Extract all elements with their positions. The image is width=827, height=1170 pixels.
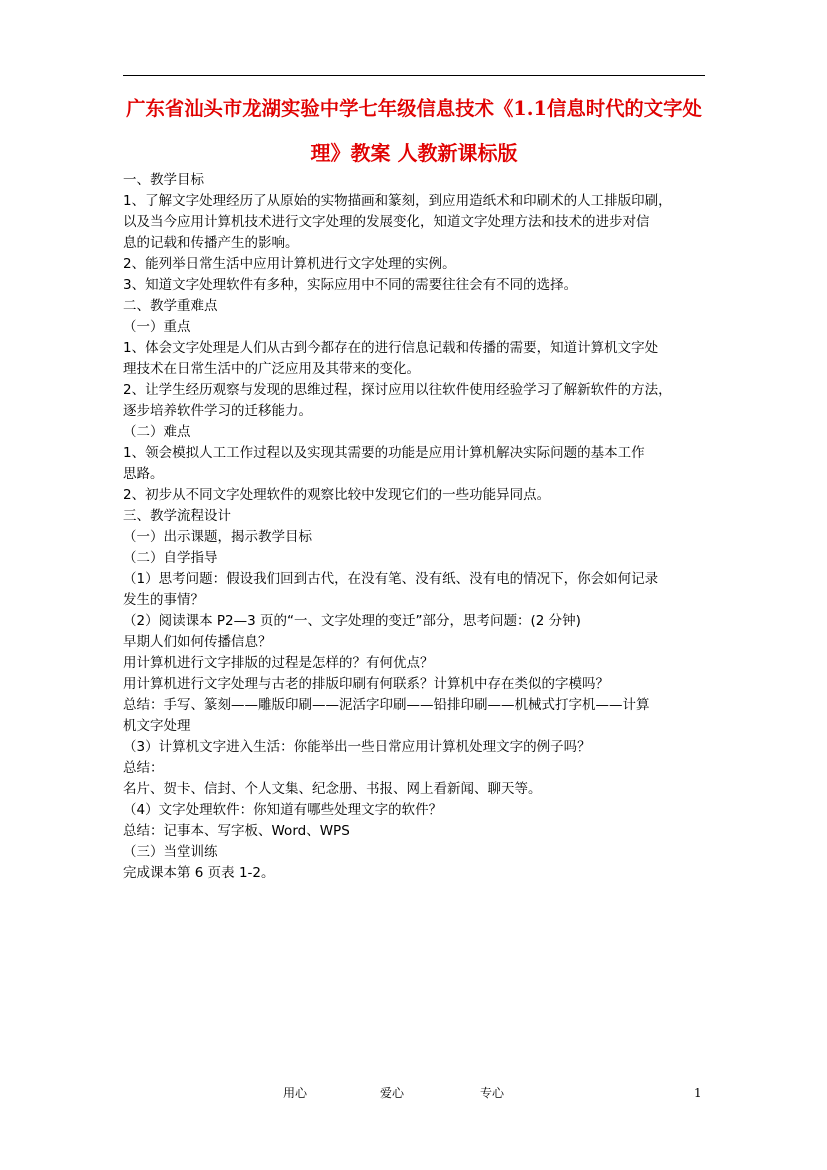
- page-number: 1: [694, 1086, 702, 1100]
- body-line: 早期人们如何传播信息？: [123, 634, 272, 650]
- body-line: 1、领会模拟人工工作过程以及实现其需要的功能是应用计算机解决实际问题的基本工作: [123, 445, 645, 461]
- body-line: 发生的事情？: [123, 592, 204, 608]
- body-line: 总结：记事本、写字板、Word、WPS: [123, 823, 350, 839]
- body-line: 逐步培养软件学习的迁移能力。: [123, 403, 312, 419]
- body-line: 二、教学重难点: [123, 298, 218, 314]
- body-line: （二）难点: [123, 424, 191, 440]
- body-line: 以及当今应用计算机技术进行文字处理的发展变化，知道文字处理方法和技术的进步对信: [123, 214, 650, 230]
- body-line: 思路。: [123, 466, 164, 482]
- body-line: （二）自学指导: [123, 550, 218, 566]
- body-line: 名片、贺卡、信封、个人文集、纪念册、书报、网上看新闻、聊天等。: [123, 781, 542, 797]
- body-line: （一）重点: [123, 319, 191, 335]
- body-line: （三）当堂训练: [123, 844, 218, 860]
- footer-right: 专心: [480, 1086, 505, 1100]
- header-rule: [123, 75, 705, 76]
- body-line: 息的记载和传播产生的影响。: [123, 235, 299, 251]
- body-line: （3）计算机文字进入生活：你能举出一些日常应用计算机处理文字的例子吗？: [123, 739, 591, 755]
- body-line: 总结：: [123, 760, 164, 776]
- body-line: 完成课本第 6 页表 1-2。: [123, 865, 275, 881]
- document-title-line-1: 广东省汕头市龙湖实验中学七年级信息技术《1.1信息时代的文字处: [126, 97, 702, 120]
- body-line: 机文字处理: [123, 718, 191, 734]
- body-line: 用计算机进行文字排版的过程是怎样的？有何优点？: [123, 655, 434, 671]
- body-line: （1）思考问题：假设我们回到古代，在没有笔、没有纸、没有电的情况下，你会如何记录: [123, 571, 659, 587]
- body-line: 用计算机进行文字处理与古老的排版印刷有何联系？计算机中存在类似的字模吗？: [123, 676, 609, 692]
- footer-left: 用心: [283, 1086, 308, 1100]
- footer-middle: 爱心: [380, 1086, 405, 1100]
- body-line: 1、了解文字处理经历了从原始的实物描画和篆刻，到应用造纸术和印刷术的人工排版印刷，: [123, 193, 672, 209]
- body-line: 2、能列举日常生活中应用计算机进行文字处理的实例。: [123, 256, 456, 272]
- body-line: 三、教学流程设计: [123, 508, 231, 524]
- body-line: 总结：手写、篆刻——雕版印刷——泥活字印刷——铅排印刷——机械式打字机——计算: [123, 697, 650, 713]
- body-line: （4）文字处理软件：你知道有哪些处理文字的软件？: [123, 802, 443, 818]
- body-line: （一）出示课题，揭示教学目标: [123, 529, 312, 545]
- document-body: [123, 170, 705, 884]
- body-line: 2、让学生经历观察与发现的思维过程，探讨应用以往软件使用经验学习了解新软件的方法，: [123, 382, 672, 398]
- body-line: 1、体会文字处理是人们从古到今都存在的进行信息记载和传播的需要，知道计算机文字处: [123, 340, 659, 356]
- body-line: 3、知道文字处理软件有多种，实际应用中不同的需要往往会有不同的选择。: [123, 277, 578, 293]
- body-line: 一、教学目标: [123, 172, 204, 188]
- body-line: （2）阅读课本 P2—3 页的“一、文字处理的变迁”部分，思考问题：(2 分钟): [123, 613, 581, 629]
- document-title-line-2: 理》教案 人教新课标版: [310, 141, 518, 165]
- body-line: 理技术在日常生活中的广泛应用及其带来的变化。: [123, 361, 420, 377]
- body-line: 2、初步从不同文字处理软件的观察比较中发现它们的一些功能异同点。: [123, 487, 551, 503]
